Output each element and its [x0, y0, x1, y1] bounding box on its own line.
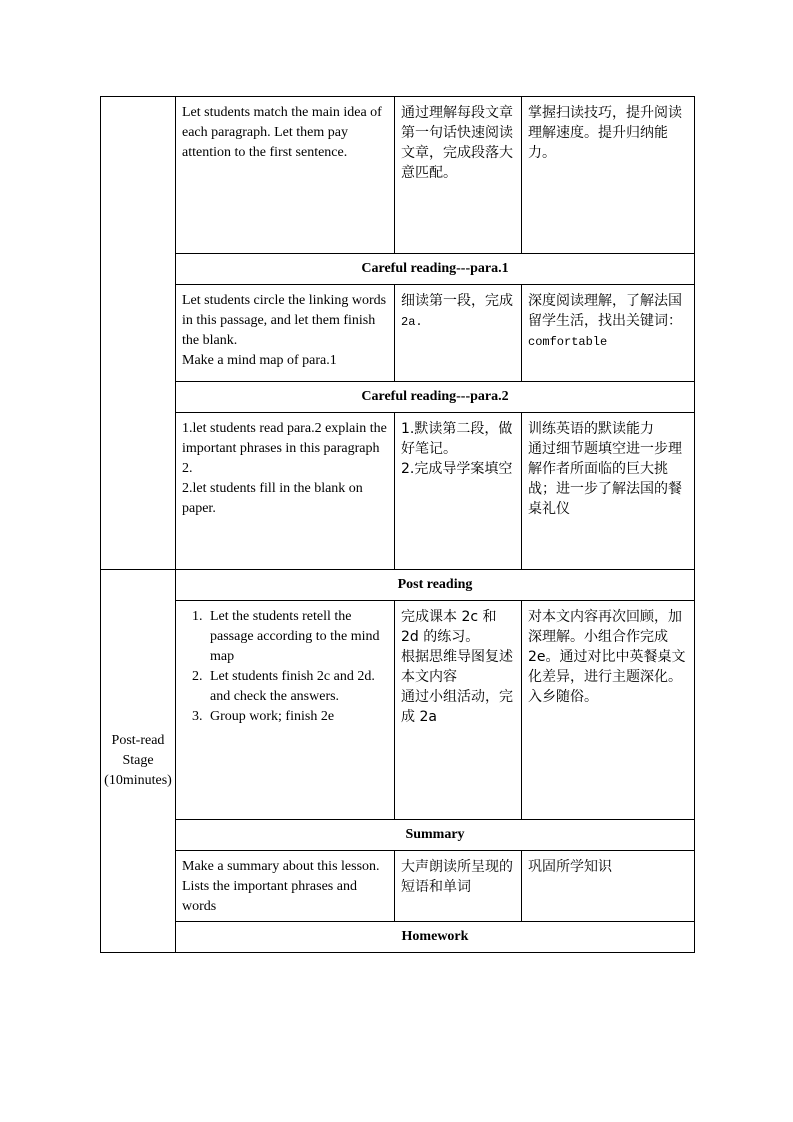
purpose-cell: [522, 97, 695, 254]
purpose-cell: [522, 601, 695, 820]
student-activity-text: 大声朗读所呈现的短语和单词: [401, 859, 513, 895]
stage-cell-post-read: Post-read Stage (10minutes): [101, 570, 176, 953]
table-row-careful1-heading: [101, 254, 695, 285]
student-activity-cell: [395, 851, 522, 922]
section-heading-careful-reading-para2: Careful reading---para.2: [176, 382, 695, 413]
purpose-text: 巩固所学知识: [528, 859, 612, 875]
student-activity-line: 根据思维导图复述本文内容: [401, 649, 513, 685]
list-item: 2. Let students finish 2c and 2d. and check the answers.: [206, 667, 388, 707]
table-row-summary: [101, 851, 695, 922]
lesson-plan-table: [100, 96, 695, 953]
section-heading-post-reading: Post reading: [176, 570, 695, 601]
purpose-cell: [522, 851, 695, 922]
student-activity-code: 2a.: [401, 315, 423, 329]
purpose-text: 深度阅读理解，了解法国留学生活，找出关键词：: [528, 293, 682, 329]
table-row-summary-heading: [101, 820, 695, 851]
purpose-line: 训练英语的默读能力: [528, 421, 654, 437]
teacher-activity-text: Let students match the main idea of each paragraph. Let them pay attention to the first sentence.: [182, 105, 382, 160]
purpose-cell: [522, 285, 695, 382]
purpose-keyword: comfortable: [528, 335, 608, 349]
student-activity-line: 2.完成导学案填空: [401, 461, 513, 477]
table-row-careful2-heading: [101, 382, 695, 413]
table-row-careful2: [101, 413, 695, 570]
student-activity-cell: [395, 601, 522, 820]
student-activity-cell: [395, 285, 522, 382]
teacher-activity-cell: [176, 97, 395, 254]
teacher-activity-line: Make a mind map of para.1: [182, 353, 337, 368]
section-heading-homework: Homework: [176, 922, 695, 953]
teacher-activity-text: Make a summary about this lesson. Lists the important phrases and words: [182, 859, 380, 914]
section-heading-summary: Summary: [176, 820, 695, 851]
list-item: 1. Let the students retell the passage according to the mind map: [206, 607, 388, 667]
teacher-activity-cell: [176, 851, 395, 922]
section-heading-careful-reading-para1: Careful reading---para.1: [176, 254, 695, 285]
teacher-activity-cell: [176, 413, 395, 570]
table-row-post: [101, 601, 695, 820]
purpose-cell: [522, 413, 695, 570]
teacher-activity-cell: [176, 285, 395, 382]
stage-cell-while-reading: [101, 97, 176, 570]
teacher-activity-cell: [176, 601, 395, 820]
student-activity-text: 通过理解每段文章第一句话快速阅读文章，完成段落大意匹配。: [401, 105, 513, 181]
table-row-post-heading: [101, 570, 695, 601]
table-row-homework-heading: [101, 922, 695, 953]
purpose-text: 对本文内容再次回顾，加深理解。小组合作完成 2e。通过对比中英餐桌文化差异，进行主题深化。入乡随俗。: [528, 609, 686, 705]
list-item: 3. Group work; finish 2e: [206, 707, 388, 727]
teacher-activity-list: [182, 607, 388, 727]
lesson-plan-sheet: [100, 96, 695, 953]
student-activity-line: 1.默读第二段，做好笔记。: [401, 421, 513, 457]
student-activity-text: 细读第一段，完成: [401, 293, 513, 309]
teacher-activity-line: Let students circle the linking words in this passage, and let them finish the blank.: [182, 293, 387, 348]
table-row-skim: [101, 97, 695, 254]
purpose-text: 掌握扫读技巧，提升阅读理解速度。提升归纳能力。: [528, 105, 682, 161]
teacher-activity-line: 2.let students fill in the blank on paper.: [182, 481, 363, 516]
student-activity-line: 通过小组活动，完成 2a: [401, 689, 513, 725]
student-activity-line: 完成课本 2c 和 2d 的练习。: [401, 609, 497, 645]
student-activity-cell: [395, 413, 522, 570]
student-activity-cell: [395, 97, 522, 254]
teacher-activity-line: 1.let students read para.2 explain the important phrases in this paragraph 2.: [182, 421, 387, 476]
purpose-line: 通过细节题填空进一步理解作者所面临的巨大挑战；进一步了解法国的餐桌礼仪: [528, 441, 682, 517]
table-row-careful1: [101, 285, 695, 382]
